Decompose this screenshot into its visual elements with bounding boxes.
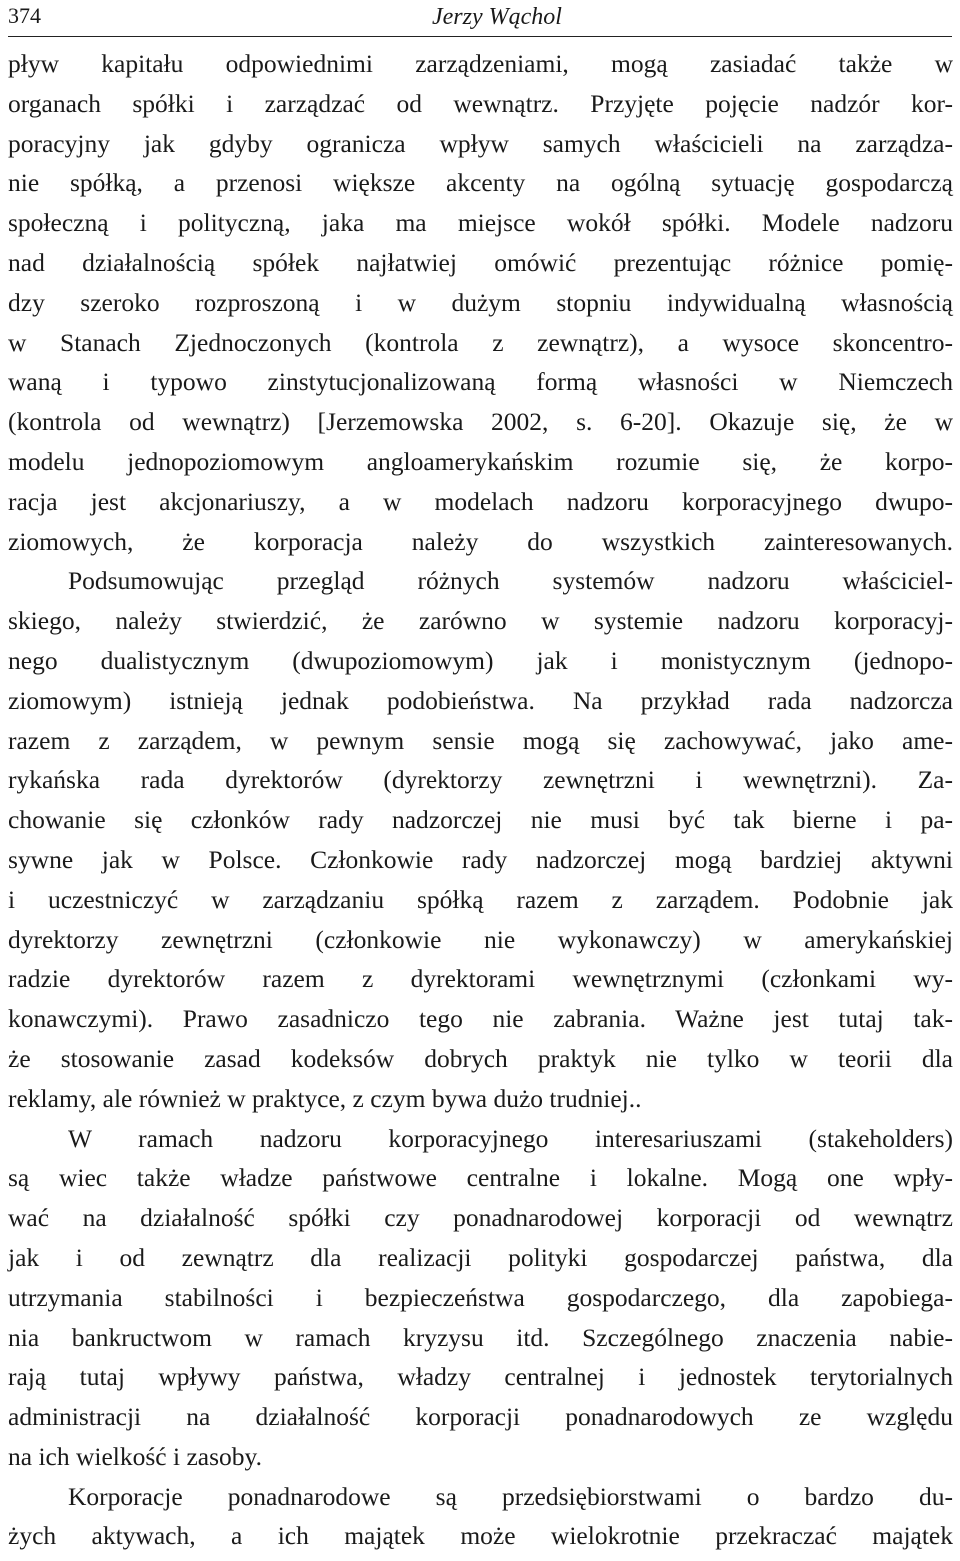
text-line: razem z zarządem, w pewnym sensie mogą się zachowywać, jako ame-: [8, 725, 953, 755]
text-line: waną i typowo zinstytucjonalizowaną formą własności w Niemczech: [8, 367, 953, 397]
body-text: [8, 44, 953, 1556]
page-number: 374: [8, 3, 41, 28]
text-line: dyrektorzy zewnętrzni (członkowie nie wykonawczy) w amerykańskiej: [8, 924, 953, 954]
text-line: chowanie się członków rady nadzorczej nie musi być tak bierne i pa-: [8, 805, 953, 835]
text-line: racja jest akcjonariuszy, a w modelach nadzoru korporacyjnego dwupo-: [8, 486, 953, 516]
text-line: w Stanach Zjednoczonych (kontrola z zewnątrz), a wysoce skoncentro-: [8, 327, 953, 357]
running-header: [8, 0, 952, 37]
text-line: i uczestniczyć w zarządzaniu spółką razem z zarządem. Podobnie jak: [8, 884, 953, 914]
text-line: skiego, należy stwierdzić, że zarówno w systemie nadzoru korporacyj-: [8, 606, 953, 636]
paragraph-end-line: na ich wielkość i zasoby.: [8, 1441, 262, 1471]
text-line: sywne jak w Polsce. Członkowie rady nadzorczej mogą bardziej aktywni: [8, 844, 953, 874]
paragraph-start-line: Korporacje ponadnarodowe są przedsiębiorstwami o bardzo du-: [68, 1481, 953, 1511]
text-line: (kontrola od wewnątrz) [Jerzemowska 2002, s. 6-20]. Okazuje się, że w: [8, 407, 953, 437]
text-line: nego dualistycznym (dwupoziomowym) jak i monistycznym (jednopo-: [8, 645, 953, 675]
text-line: organach spółki i zarządzać od wewnątrz. Przyjęte pojęcie nadzór kor-: [8, 88, 953, 118]
paragraph-start-line: Podsumowując przegląd różnych systemów nadzoru właściciel-: [68, 566, 953, 596]
text-line: ziomowych, że korporacja należy do wszystkich zainteresowanych.: [8, 526, 953, 556]
paragraph-end-line: reklamy, ale również w praktyce, z czym bywa dużo trudniej..: [8, 1083, 642, 1113]
running-title: Jerzy Wąchol: [432, 4, 562, 30]
text-line: modelu jednopoziomowym angloamerykańskim rozumie się, że korpo-: [8, 446, 953, 476]
text-line: administracji na działalność korporacji ponadnarodowych ze względu: [8, 1402, 953, 1432]
text-line: jak i od zewnątrz dla realizacji polityki gospodarczej państwa, dla: [8, 1242, 953, 1272]
text-line: nad działalnością spółek najłatwiej omówić prezentując różnice pomię-: [8, 247, 953, 277]
text-line: wać na działalność spółki czy ponadnarodowej korporacji od wewnątrz: [8, 1203, 953, 1233]
text-line: ziomowym) istnieją jednak podobieństwa. Na przykład rada nadzorcza: [8, 685, 953, 715]
text-line: poracyjny jak gdyby ogranicza wpływ samych właścicieli na zarządza-: [8, 128, 953, 158]
text-line: dzy szeroko rozproszoną i w dużym stopniu indywidualną własnością: [8, 287, 953, 317]
text-line: są wiec także władze państwowe centralne i lokalne. Mogą one wpły-: [8, 1163, 953, 1193]
text-line: żych aktywach, a ich majątek może wielokrotnie przekraczać majątek: [8, 1521, 953, 1551]
text-line: radzie dyrektorów razem z dyrektorami wewnętrznymi (członkami wy-: [8, 964, 953, 994]
text-line: nie spółką, a przenosi większe akcenty na ogólną sytuację gospodarczą: [8, 168, 953, 198]
text-line: rykańska rada dyrektorów (dyrektorzy zewnętrzni i wewnętrzni). Za-: [8, 765, 953, 795]
text-line: nia bankructwom w ramach kryzysu itd. Szczególnego znaczenia nabie-: [8, 1322, 953, 1352]
text-line: rają tutaj wpływy państwa, władzy centralnej i jednostek terytorialnych: [8, 1362, 953, 1392]
text-line: że stosowanie zasad kodeksów dobrych praktyk nie tylko w teorii dla: [8, 1043, 953, 1073]
text-line: utrzymania stabilności i bezpieczeństwa gospodarczego, dla zapobiega-: [8, 1282, 953, 1312]
text-line: społeczną i polityczną, jaka ma miejsce wokół spółki. Modele nadzoru: [8, 208, 953, 238]
paragraph-start-line: W ramach nadzoru korporacyjnego interesariuszami (stakeholders): [68, 1123, 953, 1153]
text-line: pływ kapitału odpowiednimi zarządzeniami, mogą zasiadać także w: [8, 49, 953, 78]
text-line: konawczymi). Prawo zasadniczo tego nie zabrania. Ważne jest tutaj tak-: [8, 1004, 953, 1034]
